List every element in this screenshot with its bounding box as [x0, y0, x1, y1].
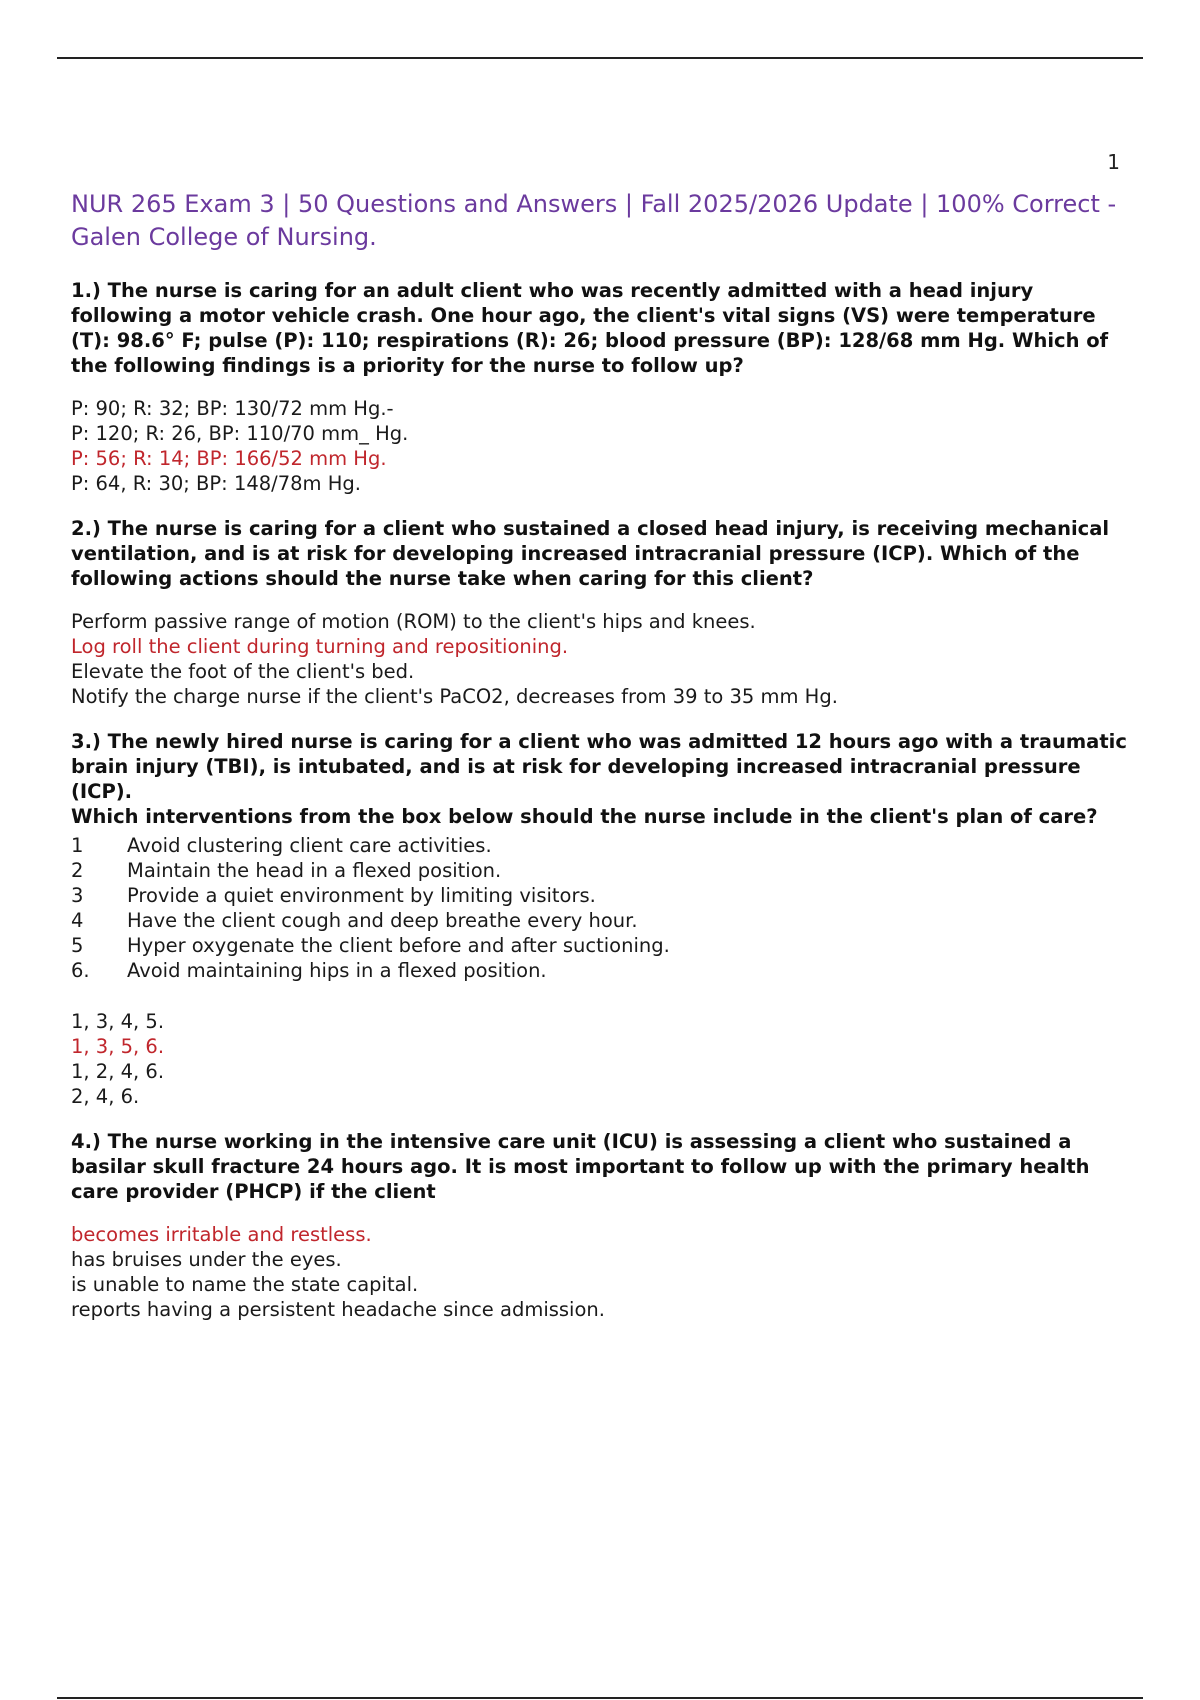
intervention-text: Hyper oxygenate the client before and after suctioning. [127, 934, 670, 957]
intervention-item [71, 933, 1131, 958]
intervention-number: 5 [71, 934, 84, 957]
question-2 [71, 516, 1131, 709]
intervention-text: Avoid clustering client care activities. [127, 834, 492, 857]
intervention-item [71, 833, 1131, 858]
answer-option[interactable]: is unable to name the state capital. [71, 1273, 419, 1296]
correct-answer-option[interactable]: P: 56; R: 14; BP: 166/52 mm Hg. [71, 447, 387, 470]
intervention-number: 2 [71, 859, 84, 882]
answer-option[interactable]: Elevate the foot of the client's bed. [71, 660, 415, 683]
answer-option[interactable]: 1, 3, 4, 5. [71, 1010, 165, 1033]
page-number: 1 [1107, 150, 1120, 174]
answer-option[interactable]: 1, 2, 4, 6. [71, 1060, 165, 1083]
question-3 [71, 729, 1131, 1109]
question-4 [71, 1129, 1131, 1322]
intervention-list [71, 833, 1131, 983]
answer-option[interactable]: has bruises under the eyes. [71, 1248, 342, 1271]
answer-options [71, 1222, 1131, 1322]
bottom-rule [57, 1697, 1143, 1699]
question-1 [71, 278, 1131, 496]
correct-answer-option[interactable]: 1, 3, 5, 6. [71, 1035, 165, 1058]
correct-answer-option[interactable]: Log roll the client during turning and repositioning. [71, 635, 569, 658]
answer-option[interactable]: Perform passive range of motion (ROM) to the client's hips and knees. [71, 610, 756, 633]
document-title: NUR 265 Exam 3 | 50 Questions and Answers | Fall 2025/2026 Update | 100% Correct -Galen College of Nursing. [71, 190, 1117, 251]
document-body [71, 188, 1131, 1342]
answer-option[interactable]: P: 120; R: 26, BP: 110/70 mm_ Hg. [71, 422, 409, 445]
question-stem: 1.) The nurse is caring for an adult client who was recently admitted with a head injury following a motor vehicle crash. One hour ago, the client's vital signs (VS) were temperature (T): 98.6° F; pulse (P): 110; respirations (R): 26; blood pressure (BP): 128/68 mm Hg. Which of the following findings is a priority for the nurse to follow up? [71, 279, 1109, 377]
intervention-number: 1 [71, 834, 84, 857]
intervention-text: Have the client cough and deep breathe every hour. [127, 909, 638, 932]
answer-option[interactable]: 2, 4, 6. [71, 1085, 140, 1108]
answer-options [71, 609, 1131, 709]
answer-option[interactable]: reports having a persistent headache since admission. [71, 1298, 605, 1321]
intervention-item [71, 958, 1131, 983]
correct-answer-option[interactable]: becomes irritable and restless. [71, 1223, 372, 1246]
intervention-text: Avoid maintaining hips in a flexed position. [127, 959, 547, 982]
top-rule [57, 57, 1143, 59]
intervention-number: 6. [71, 959, 90, 982]
answer-option[interactable]: Notify the charge nurse if the client's PaCO2, decreases from 39 to 35 mm Hg. [71, 685, 838, 708]
intervention-number: 3 [71, 884, 84, 907]
intervention-number: 4 [71, 909, 84, 932]
answer-option[interactable]: P: 90; R: 32; BP: 130/72 mm Hg.- [71, 397, 394, 420]
question-stem-continued: Which interventions from the box below should the nurse include in the client's plan of care? [71, 805, 1098, 828]
answer-options [71, 1009, 1131, 1109]
intervention-item [71, 883, 1131, 908]
answer-option[interactable]: P: 64, R: 30; BP: 148/78m Hg. [71, 472, 361, 495]
intervention-text: Provide a quiet environment by limiting visitors. [127, 884, 596, 907]
question-stem: 2.) The nurse is caring for a client who sustained a closed head injury, is receiving mechanical ventilation, and is at risk for developing increased intracranial pressure (ICP). Which of the following actions should the nurse take when caring for this client? [71, 517, 1110, 590]
question-stem: 3.) The newly hired nurse is caring for a client who was admitted 12 hours ago with a traumatic brain injury (TBI), is intubated, and is at risk for developing increased intracranial pressure (ICP). [71, 730, 1127, 803]
intervention-item [71, 858, 1131, 883]
answer-options [71, 396, 1131, 496]
intervention-item [71, 908, 1131, 933]
intervention-text: Maintain the head in a flexed position. [127, 859, 502, 882]
question-stem: 4.) The nurse working in the intensive care unit (ICU) is assessing a client who sustained a basilar skull fracture 24 hours ago. It is most important to follow up with the primary health care provider (PHCP) if the client [71, 1130, 1090, 1203]
